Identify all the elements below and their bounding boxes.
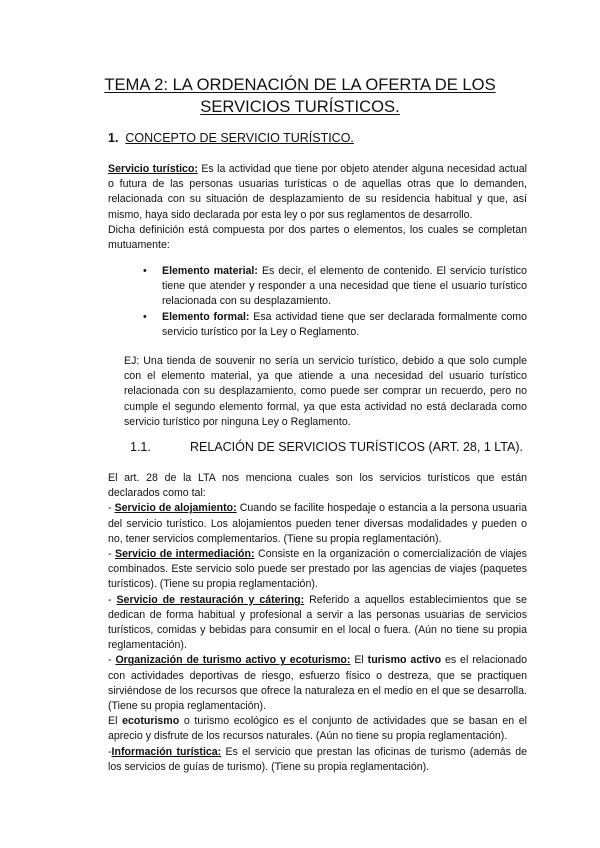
service-term: Servicio de restauración y cátering: (116, 593, 305, 606)
section-heading-text: CONCEPTO DE SERVICIO TURÍSTICO. (125, 131, 354, 145)
section-heading-1-1 (130, 440, 530, 454)
section-number: 1. (108, 131, 119, 145)
definition-text: Es la actividad que tiene por objeto atender alguna necesidad actual o futura de las personas usuarias turísticas o de aquellas otras que lo demanden, relacionada con su situación de desplazamiento de su residencia habitual y que, así mismo, haya sido declarada por esta ley o por sus reglamentos de desarrollo. (108, 163, 527, 221)
service-item (108, 547, 527, 593)
item-prefix: - (108, 654, 116, 667)
service-term: Servicio de intermediación: (115, 548, 255, 561)
service-text-a: El (350, 654, 368, 667)
item-prefix: - (108, 502, 115, 515)
bullet-icon: • (143, 265, 147, 277)
elements-list (140, 264, 527, 340)
eco-text: o turismo ecológico es el conjunto de actividades que se basan en el aprecio y disfrute de los recursos naturales. (Aún no tiene su propia reglamentación). (108, 715, 527, 743)
list-item (140, 310, 527, 340)
item-prefix: - (108, 548, 116, 561)
subsection-heading-text: RELACIÓN DE SERVICIOS TURÍSTICOS (ART. 28, 1 LTA). (190, 440, 523, 454)
section-heading-1 (108, 131, 354, 145)
list-item (140, 264, 527, 310)
service-term-2: turismo activo (367, 654, 442, 667)
element-term: Elemento material: (162, 265, 258, 277)
example-paragraph: EJ: Una tienda de souvenir no sería un servicio turístico, debido a que solo cumple con el elemento material, ya que atiende a una necesidad del usuario turístico relacionada con su desplazamiento, como puede ser comprar un recuerdo, pero no cumple el segundo elemento formal, ya que esta actividad no está declarada como servicio turístico por ninguna Ley o Reglamento. (124, 355, 527, 428)
element-text: Es decir, el elemento de contenido. El servicio turístico tiene que atender y responder a una necesidad que tiene el usuario turístico relacionada con su desplazamiento. (162, 265, 527, 308)
service-term: Organización de turismo activo y ecoturismo: (115, 654, 351, 667)
service-text: Consiste en la organización o comercialización de viajes combinados. Este servicio solo puede ser prestado por las agencias de viajes (paquetes turísticos). (Tiene su propia reglamentación). (108, 548, 527, 591)
definition-intro: Dicha definición está compuesta por dos partes o elementos, los cuales se completan mutuamente: (108, 223, 527, 252)
info-text: Es el servicio que prestan las oficinas de turismo (además de los servicios de guías de turismo). (Tiene su propia reglamentación). (108, 745, 527, 773)
info-term: Información turística: (111, 745, 222, 758)
eco-term: ecoturismo (122, 715, 180, 728)
services-block (108, 471, 527, 775)
service-item (108, 501, 527, 547)
eco-prefix: El (108, 715, 123, 728)
info-paragraph (108, 745, 527, 775)
title-line-2: SERVICIOS TURÍSTICOS. (200, 97, 400, 116)
ecoturismo-paragraph (108, 714, 527, 744)
service-text: Referido a aquellos establecimientos que se dedican de forma habitual y profesional a servir a las personas usuarias de servicios turísticos, comidas y bebidas para consumir en el local o fuera. (Aún no tiene su propia reglamentación). (108, 593, 527, 652)
service-text: Cuando se facilite hospedaje o estancia a la persona usuaria del servicio turístico. Los alojamientos pueden tener diversas modalidades y pueden o no, tener servicios complementarios. (Tiene su propia reglamentación). (108, 502, 527, 545)
item-prefix: - (108, 593, 117, 606)
element-text: Esa actividad tiene que ser declarada formalmente como servicio turístico por la Ley o Reglamento. (162, 310, 527, 338)
page-title (60, 74, 540, 118)
definition-paragraph (108, 162, 527, 223)
definition-term: Servicio turístico: (108, 163, 198, 175)
services-intro: El art. 28 de la LTA nos menciona cuales son los servicios turísticos que están declarados como tal: (108, 472, 527, 500)
element-term: Elemento formal: (162, 310, 250, 323)
subsection-number: 1.1. (130, 440, 151, 454)
info-prefix: - (108, 745, 112, 758)
bullet-icon: • (143, 310, 147, 323)
service-term: Servicio de alojamiento: (114, 502, 237, 515)
service-text: es el relacionado con actividades deportivas de riesgo, esfuerzo físico o destreza, que se practiquen sirviéndose de los recursos que ofrece la naturaleza en el medio en el que se desarrolla. (Tiene su propia reglamentación). (108, 654, 527, 713)
service-item (108, 593, 527, 654)
definition-block (108, 162, 527, 253)
title-line-1: TEMA 2: LA ORDENACIÓN DE LA OFERTA DE LOS (104, 75, 496, 94)
service-item (108, 653, 527, 714)
